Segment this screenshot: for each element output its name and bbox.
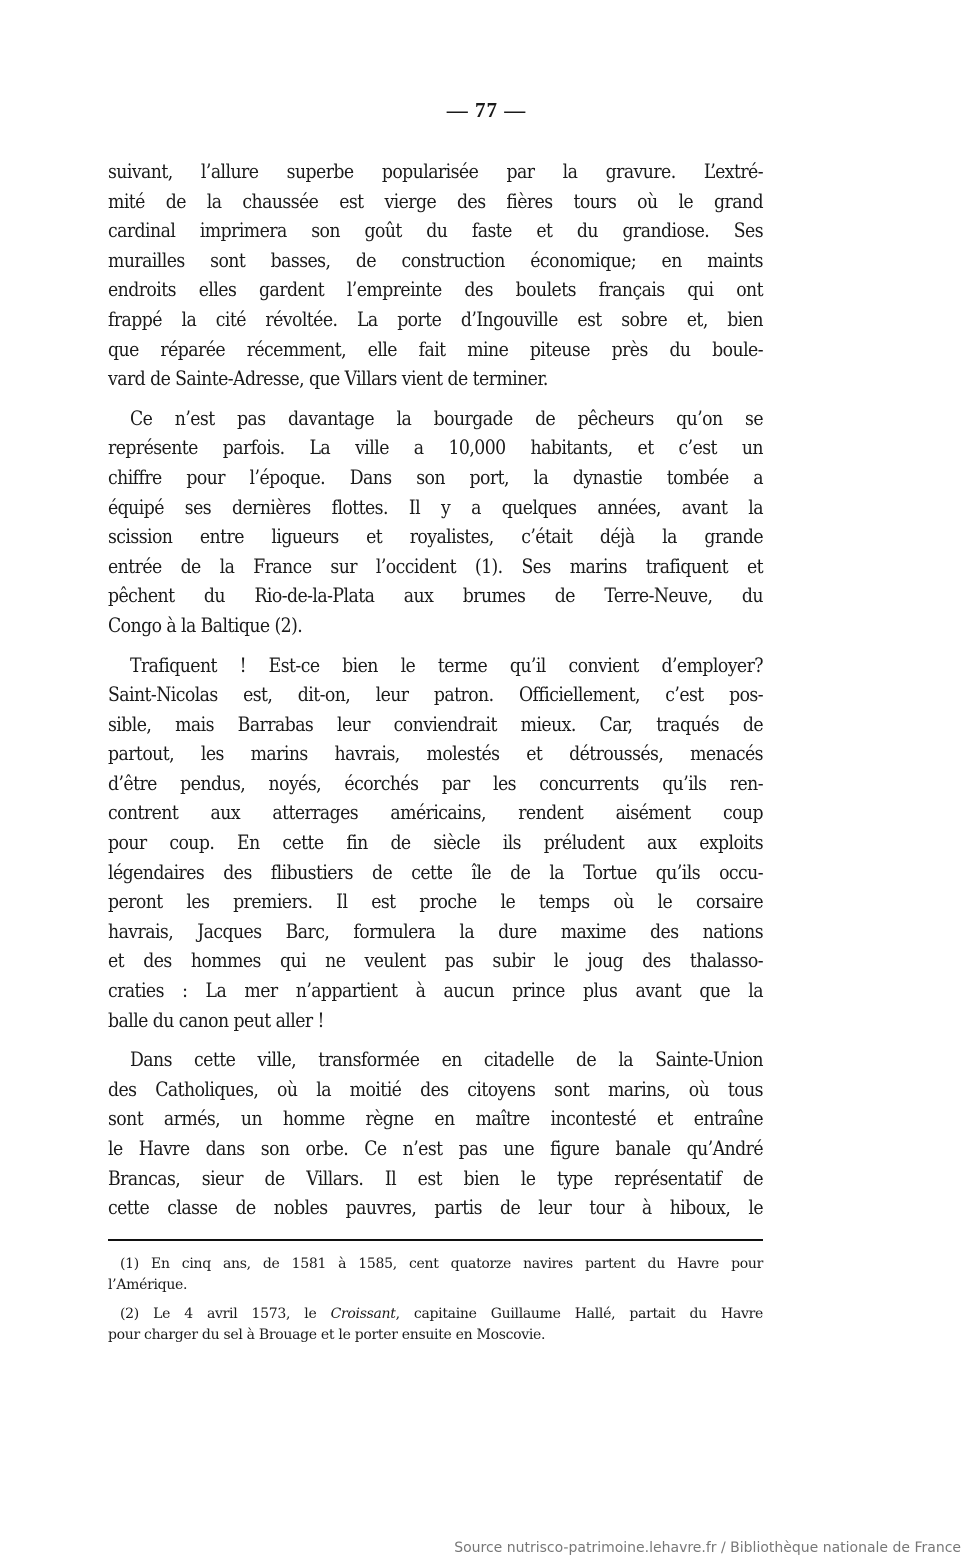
text-line: sont armés, un homme règne en maître incontesté et entraîne (108, 1107, 763, 1131)
text-line: légendaires des flibustiers de cette île de la Tortue qu’ils occu- (108, 860, 763, 884)
text-line: cardinal imprimera son goût du faste et du grandiose. Ses (108, 219, 763, 243)
text-line: havrais, Jacques Barc, formulera la dure maxime des nations (108, 919, 763, 943)
text-line: chiffre pour l’époque. Dans son port, la dynastie tombée a (108, 465, 763, 489)
text-line: sible, mais Barrabas leur conviendrait mieux. Car, traqués de (108, 712, 763, 736)
text-line: Congo à la Baltique (2). (108, 613, 303, 637)
text-line: pour coup. En cette fin de siècle ils préludent aux exploits (108, 831, 763, 855)
text-line: (1) En cinq ans, de 1581 à 1585, cent quatorze navires partent du Havre pour (120, 1256, 763, 1272)
text-line: Ce n’est pas davantage la bourgade de pêcheurs qu’on se (130, 406, 763, 430)
text-line: et des hommes qui ne veulent pas subir le joug des thalasso- (108, 949, 763, 973)
text-line: Saint-Nicolas est, dit-on, leur patron. Officiellement, c’est pos- (108, 683, 763, 707)
paragraph-2 (108, 404, 763, 641)
text-line: représente parfois. La ville a 10,000 habitants, et c’est un (108, 436, 763, 460)
text-line: d’être pendus, noyés, écorchés par les concurrents qu’ils ren- (108, 771, 763, 795)
text-line: balle du canon peut aller ! (108, 1008, 324, 1032)
text-span: (2) Le 4 avril 1573, le (120, 1306, 331, 1322)
text-line (108, 1304, 763, 1325)
text-line: craties : La mer n’appartient à aucun prince plus avant que la (108, 979, 763, 1003)
body-text (108, 157, 763, 1233)
text-line: murailles sont basses, de construction économique; en maints (108, 248, 763, 272)
text-line: que réparée récemment, elle fait mine piteuse près du boule- (108, 337, 763, 361)
text-line: endroits elles gardent l’empreinte des boulets français qui ont (108, 278, 763, 302)
text-line: le Havre dans son orbe. Ce n’est pas une figure banale qu’André (108, 1137, 763, 1160)
text-line: entrée de la France sur l’occident (1). Ses marins trafiquent et (108, 554, 763, 578)
text-line: équipé ses dernières flottes. Il y a quelques années, avant la (108, 495, 763, 519)
text-line: scission entre ligueurs et royalistes, c’était déjà la grande (108, 525, 763, 549)
paragraph-1 (108, 157, 763, 394)
paragraph-4 (108, 1045, 763, 1223)
text-line: cette classe de nobles pauvres, partis de leur tour à hiboux, le (108, 1196, 763, 1220)
text-line: Dans cette ville, transformée en citadelle de la Sainte-Union (130, 1048, 763, 1072)
text-line: frappé la cité révoltée. La porte d’Ingouville est sobre et, bien (108, 307, 763, 331)
text-line: Brancas, sieur de Villars. Il est bien le type représentatif de (108, 1166, 763, 1190)
paragraph-3 (108, 651, 763, 1036)
text-line: l’Amérique. (108, 1277, 188, 1293)
text-line: vard de Sainte-Adresse, que Villars vient de terminer. (108, 367, 548, 391)
footnote-1 (108, 1254, 763, 1296)
footnotes (108, 1254, 763, 1354)
footnote-2 (108, 1304, 763, 1346)
text-line: partout, les marins havrais, molestés et détroussés, menacés (108, 742, 763, 766)
text-line: mité de la chaussée est vierge des fières tours où le grand (108, 189, 763, 213)
footnote-separator (108, 1239, 763, 1241)
text-line: des Catholiques, où la moitié des citoyens sont marins, où tous (108, 1077, 763, 1101)
text-line: contrent aux atterrages américains, rendent aisément coup (108, 801, 763, 825)
text-line: peront les premiers. Il est proche le temps où le corsaire (108, 890, 763, 914)
text-line: pêchent du Rio-de-la-Plata aux brumes de Terre-Neuve, du (108, 584, 763, 608)
text-span: , capitaine Guillaume Hallé, partait du Havre (395, 1306, 763, 1322)
text-line: suivant, l’allure superbe popularisée par la gravure. L’extré- (108, 160, 763, 183)
ship-name: Croissant (330, 1306, 396, 1322)
text-line: Trafiquent ! Est-ce bien le terme qu’il convient d’employer? (130, 653, 763, 677)
text-line: pour charger du sel à Brouage et le porter ensuite en Moscovie. (108, 1327, 546, 1343)
source-credit: Source nutrisco-patrimoine.lehavre.fr / Bibliothèque nationale de France (454, 1540, 961, 1556)
page-number: — 77 — (446, 98, 527, 122)
